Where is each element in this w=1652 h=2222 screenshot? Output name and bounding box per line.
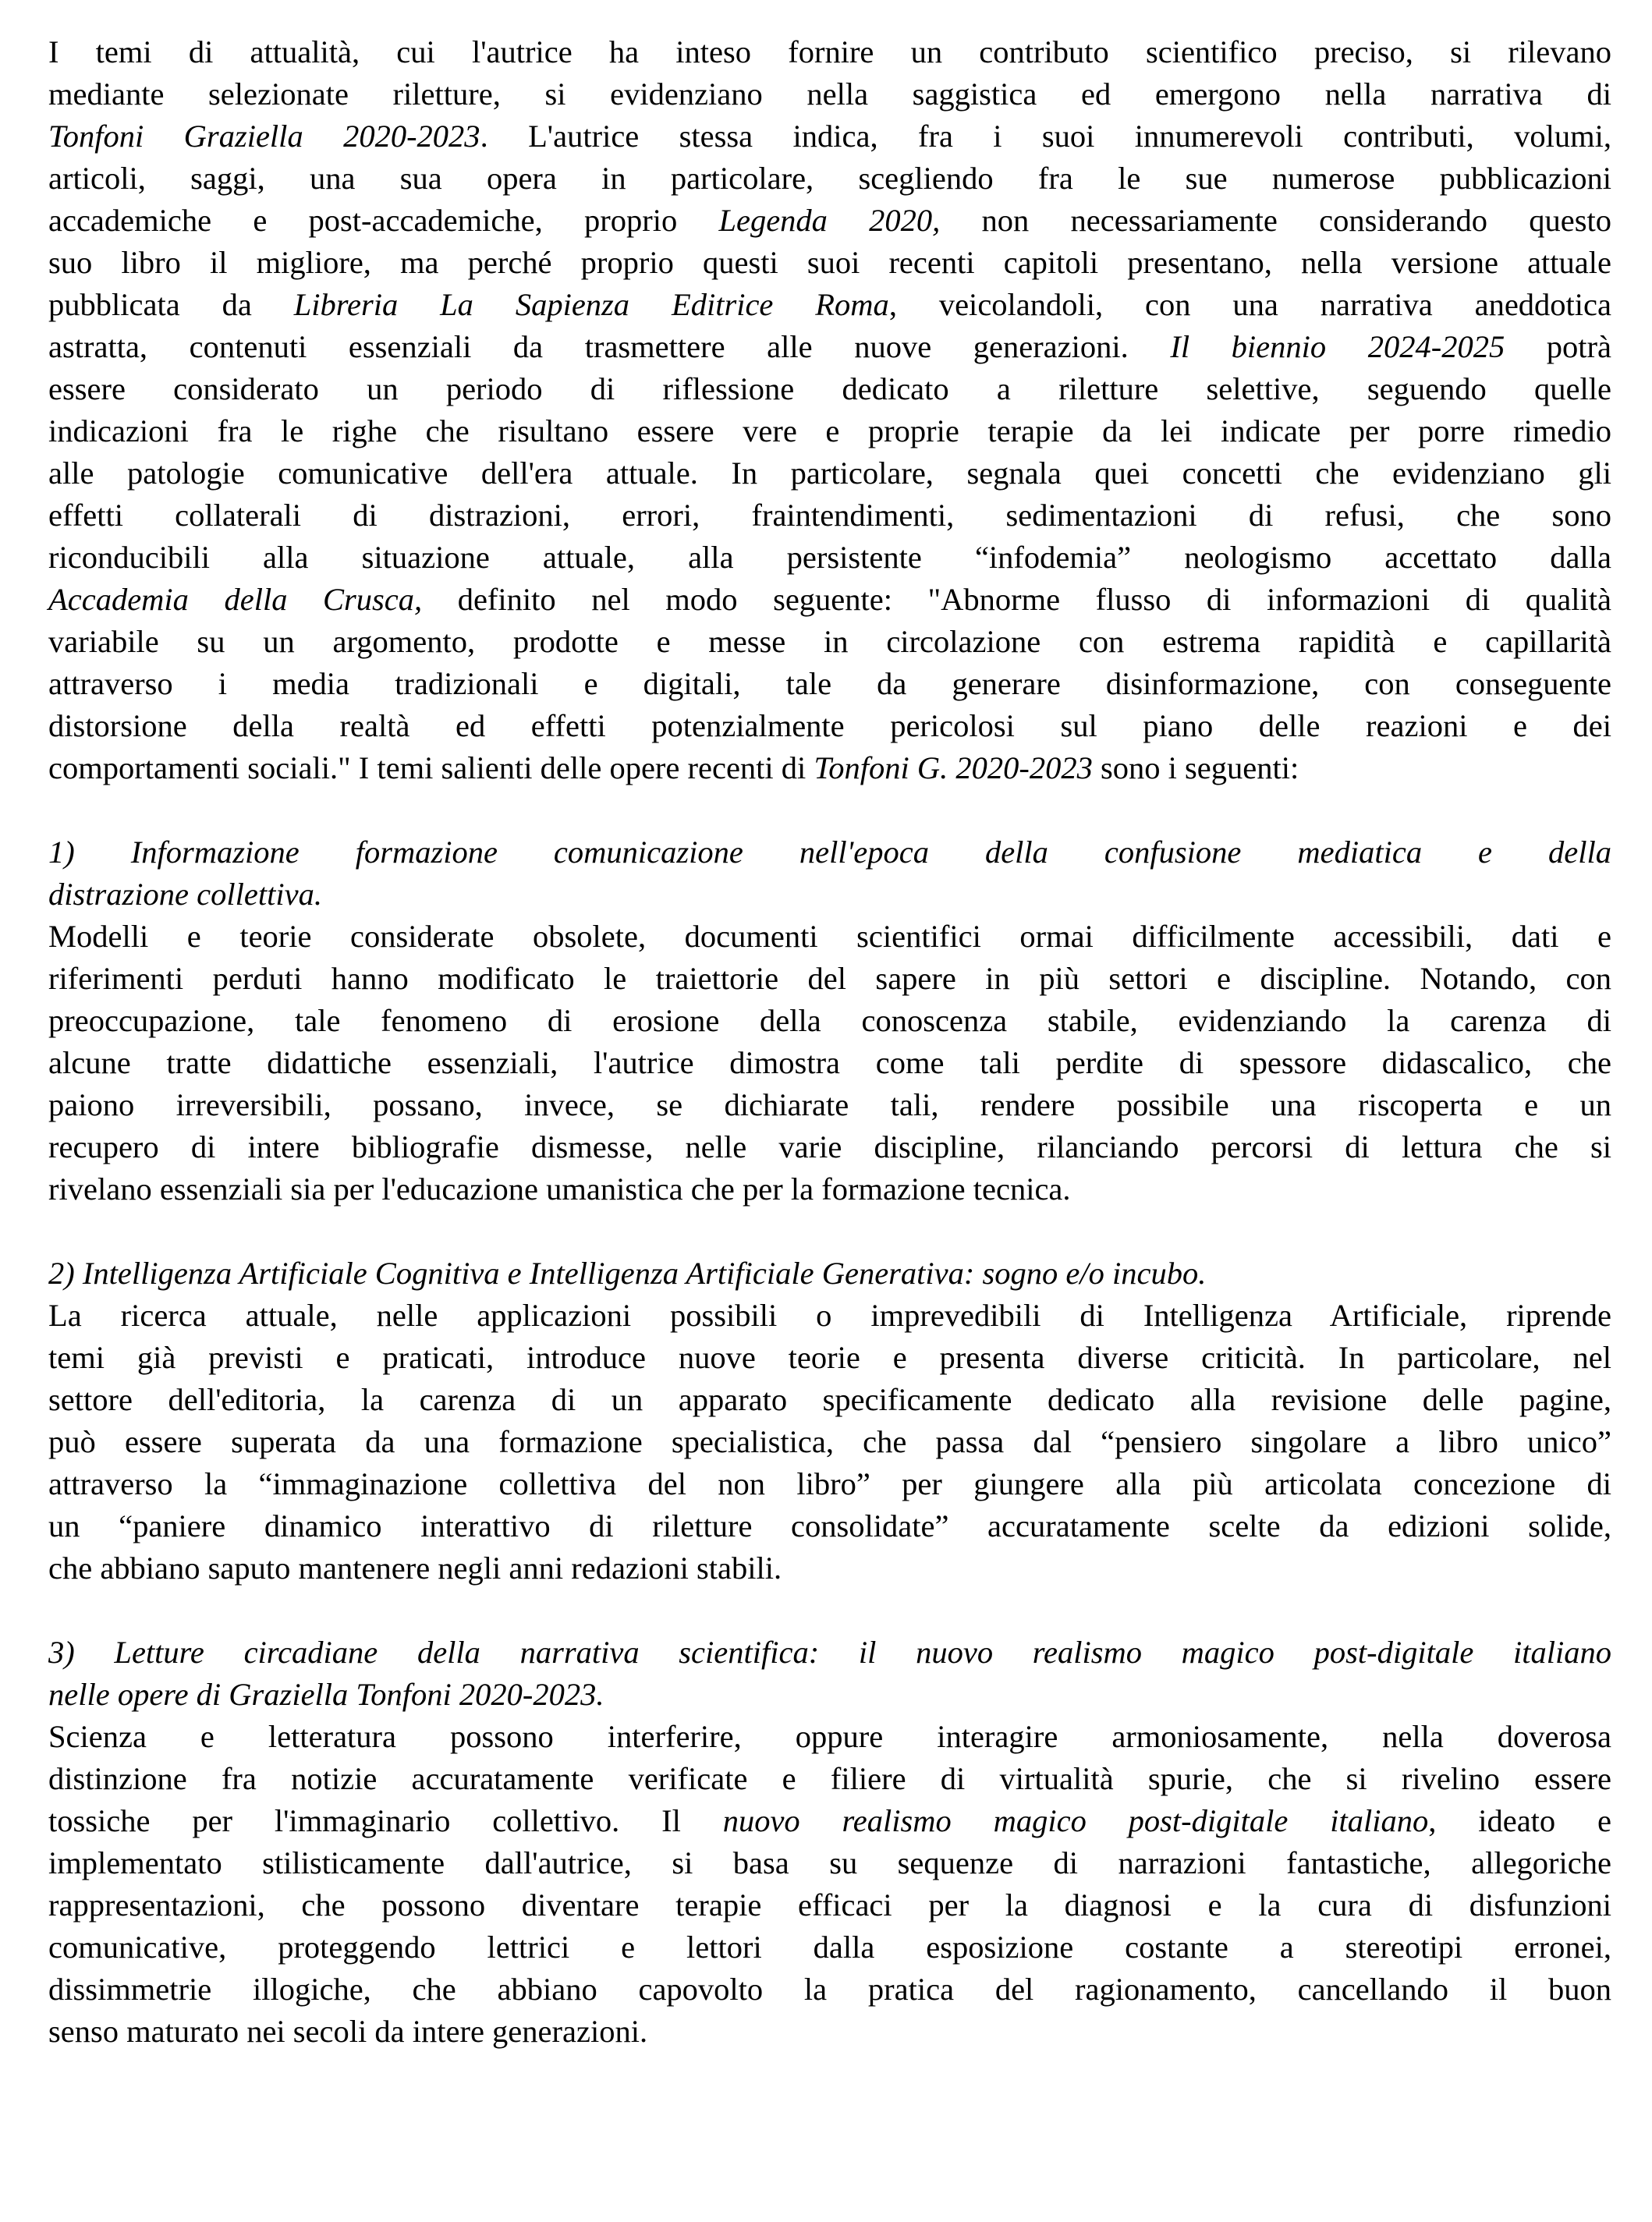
body-text: riferimenti perduti hanno modificato le traiettorie del sapere in più settori e discipline. Notando, con <box>48 961 1611 996</box>
text-line <box>48 1084 1611 1126</box>
body-text: La ricerca attuale, nelle applicazioni possibili o imprevedibili di Intelligenza Artificiale, riprende <box>48 1298 1611 1333</box>
body-text: temi già previsti e praticati, introduce nuove teorie e presenta diverse criticità. In particolare, nel <box>48 1340 1611 1375</box>
body-text: distinzione fra notizie accuratamente verificate e filiere di virtualità spurie, che si rivelino essere <box>48 1761 1611 1796</box>
text-line <box>48 158 1611 200</box>
italic-text: Tonfoni Graziella 2020-2023 <box>48 119 480 154</box>
text-line <box>48 73 1611 115</box>
heading-line: nelle opere di Graziella Tonfoni 2020-2023. <box>48 1677 604 1712</box>
body-text: accademiche e post-accademiche, proprio <box>48 203 719 238</box>
text-line <box>48 1421 1611 1463</box>
section-heading <box>48 1253 1611 1295</box>
section-heading <box>48 1632 1611 1716</box>
body-text: rivelano essenziali sia per l'educazione umanistica che per la formazione tecnica. <box>48 1171 1071 1207</box>
text-line <box>48 242 1611 284</box>
text-line <box>48 494 1611 537</box>
body-text: sono i seguenti: <box>1092 750 1299 785</box>
text-line <box>48 1758 1611 1800</box>
body-text: distorsione della realtà ed effetti potenzialmente pericolosi sul piano delle reazioni e dei <box>48 708 1611 743</box>
heading-line: 2) Intelligenza Artificiale Cognitiva e Intelligenza Artificiale Generativa: sogno e/o incubo. <box>48 1256 1207 1291</box>
text-line <box>48 663 1611 705</box>
body-text: essere considerato un periodo di riflessione dedicato a riletture selettive, seguendo quelle <box>48 371 1611 406</box>
body-text: non necessariamente considerando questo <box>940 203 1612 238</box>
text-line <box>48 410 1611 452</box>
section-1 <box>48 831 1611 1210</box>
body-text: effetti collaterali di distrazioni, errori, fraintendimenti, sedimentazioni di refusi, che sono <box>48 498 1611 533</box>
body-text: che abbiano saputo mantenere negli anni redazioni stabili. <box>48 1550 782 1586</box>
text-line <box>48 31 1611 73</box>
text-line <box>48 1505 1611 1547</box>
text-line <box>48 1000 1611 1042</box>
body-text: settore dell'editoria, la carenza di un apparato specificamente dedicato alla revisione delle pagine, <box>48 1382 1611 1417</box>
body-text: tossiche per l'immaginario collettivo. Il <box>48 1803 723 1838</box>
body-text: alcune tratte didattiche essenziali, l'autrice dimostra come tali perdite di spessore didascalico, che <box>48 1045 1611 1080</box>
text-line <box>48 200 1611 242</box>
italic-text: Il biennio 2024-2025 <box>1170 329 1505 364</box>
body-text: alle patologie comunicative dell'era attuale. In particolare, segnala quei concetti che evidenziano gli <box>48 455 1611 491</box>
body-text: potrà <box>1505 329 1611 364</box>
text-line <box>48 1042 1611 1084</box>
body-text: indicazioni fra le righe che risultano essere vere e proprie terapie da lei indicate per porre rimedio <box>48 413 1611 448</box>
paragraph-spacer <box>48 789 1611 831</box>
body-text: mediante selezionate riletture, si evidenziano nella saggistica ed emergono nella narrativa di <box>48 76 1611 112</box>
text-line <box>48 1969 1611 2011</box>
text-line <box>48 1295 1611 1337</box>
body-text: rappresentazioni, che possono diventare terapie efficaci per la diagnosi e la cura di disfunzioni <box>48 1887 1611 1923</box>
heading-line: 3) Letture circadiane della narrativa scientifica: il nuovo realismo magico post-digitale italiano <box>48 1635 1611 1670</box>
document-page <box>48 31 1611 2053</box>
section-2 <box>48 1253 1611 1589</box>
italic-text: Tonfoni G. 2020-2023 <box>814 750 1093 785</box>
body-text: dissimmetrie illogiche, che abbiano capovolto la pratica del ragionamento, cancellando il buon <box>48 1972 1611 2007</box>
text-line <box>48 1926 1611 1969</box>
body-text: pubblicata da <box>48 287 294 322</box>
italic-text: Accademia della Crusca, <box>48 582 423 617</box>
body-text: definito nel modo seguente: "Abnorme flusso di informazioni di qualità <box>422 582 1611 617</box>
text-line <box>48 1716 1611 1758</box>
body-text: un “paniere dinamico interattivo di riletture consolidate” accuratamente scelte da edizioni solide, <box>48 1508 1611 1543</box>
text-line <box>48 2011 1611 2053</box>
text-line <box>48 537 1611 579</box>
body-text: articoli, saggi, una sua opera in particolare, scegliendo fra le sue numerose pubblicazioni <box>48 161 1611 196</box>
italic-text: Legenda 2020, <box>718 203 941 238</box>
heading-line: distrazione collettiva. <box>48 877 322 912</box>
section-3 <box>48 1632 1611 2053</box>
text-line <box>48 326 1611 368</box>
text-line <box>48 958 1611 1000</box>
text-line <box>48 1800 1611 1842</box>
body-text: astratta, contenuti essenziali da trasmettere alle nuove generazioni. <box>48 329 1171 364</box>
body-text: attraverso la “immaginazione collettiva del non libro” per giungere alla più articolata concezione di <box>48 1466 1611 1501</box>
body-text: Modelli e teorie considerate obsolete, documenti scientifici ormai difficilmente accessibili, dati e <box>48 919 1611 954</box>
italic-text: nuovo realismo magico post-digitale italiano <box>722 1803 1429 1838</box>
body-text: attraverso i media tradizionali e digitali, tale da generare disinformazione, con conseguente <box>48 666 1611 701</box>
text-line <box>48 452 1611 494</box>
intro-paragraph <box>48 31 1611 789</box>
paragraph-spacer <box>48 1589 1611 1632</box>
body-text: I temi di attualità, cui l'autrice ha inteso fornire un contributo scientifico preciso, si rilevano <box>48 34 1611 69</box>
section-body <box>48 1716 1611 2053</box>
text-line <box>48 705 1611 747</box>
body-text: comportamenti sociali." I temi salienti delle opere recenti di <box>48 750 814 785</box>
text-line <box>48 747 1611 789</box>
text-line <box>48 1884 1611 1926</box>
body-text: , veicolandoli, con una narrativa aneddotica <box>888 287 1612 322</box>
text-line <box>48 1842 1611 1884</box>
body-text: può essere superata da una formazione specialistica, che passa dal “pensiero singolare a libro unico” <box>48 1424 1611 1459</box>
body-text: suo libro il migliore, ma perché proprio questi suoi recenti capitoli presentano, nella versione attuale <box>48 245 1611 280</box>
text-line <box>48 1379 1611 1421</box>
text-line <box>48 368 1611 410</box>
body-text: , ideato e <box>1428 1803 1611 1838</box>
section-heading <box>48 831 1611 916</box>
body-text: variabile su un argomento, prodotte e messe in circolazione con estrema rapidità e capillarità <box>48 624 1611 659</box>
text-line <box>48 1168 1611 1210</box>
heading-line: 1) Informazione formazione comunicazione nell'epoca della confusione mediatica e della <box>48 835 1611 870</box>
text-line <box>48 1547 1611 1589</box>
paragraph-spacer <box>48 1210 1611 1253</box>
text-line <box>48 1126 1611 1168</box>
text-line <box>48 621 1611 663</box>
text-line <box>48 115 1611 158</box>
body-text: . L'autrice stessa indica, fra i suoi innumerevoli contributi, volumi, <box>480 119 1611 154</box>
section-body <box>48 916 1611 1210</box>
body-text: Scienza e letteratura possono interferire, oppure interagire armoniosamente, nella doverosa <box>48 1719 1611 1754</box>
body-text: implementato stilisticamente dall'autrice, si basa su sequenze di narrazioni fantastiche, allegoriche <box>48 1845 1611 1880</box>
body-text: paiono irreversibili, possano, invece, se dichiarate tali, rendere possibile una riscoperta e un <box>48 1087 1611 1122</box>
text-line <box>48 916 1611 958</box>
text-line <box>48 579 1611 621</box>
body-text: comunicative, proteggendo lettrici e lettori dalla esposizione costante a stereotipi erronei, <box>48 1930 1611 1965</box>
body-text: riconducibili alla situazione attuale, alla persistente “infodemia” neologismo accettato dalla <box>48 540 1611 575</box>
section-body <box>48 1295 1611 1589</box>
italic-text: Libreria La Sapienza Editrice Roma <box>293 287 889 322</box>
body-text: preoccupazione, tale fenomeno di erosione della conoscenza stabile, evidenziando la carenza di <box>48 1003 1611 1038</box>
text-line <box>48 284 1611 326</box>
body-text: recupero di intere bibliografie dismesse, nelle varie discipline, rilanciando percorsi di lettura che si <box>48 1129 1611 1164</box>
body-text: senso maturato nei secoli da intere generazioni. <box>48 2014 648 2049</box>
text-line <box>48 1337 1611 1379</box>
text-line <box>48 1463 1611 1505</box>
